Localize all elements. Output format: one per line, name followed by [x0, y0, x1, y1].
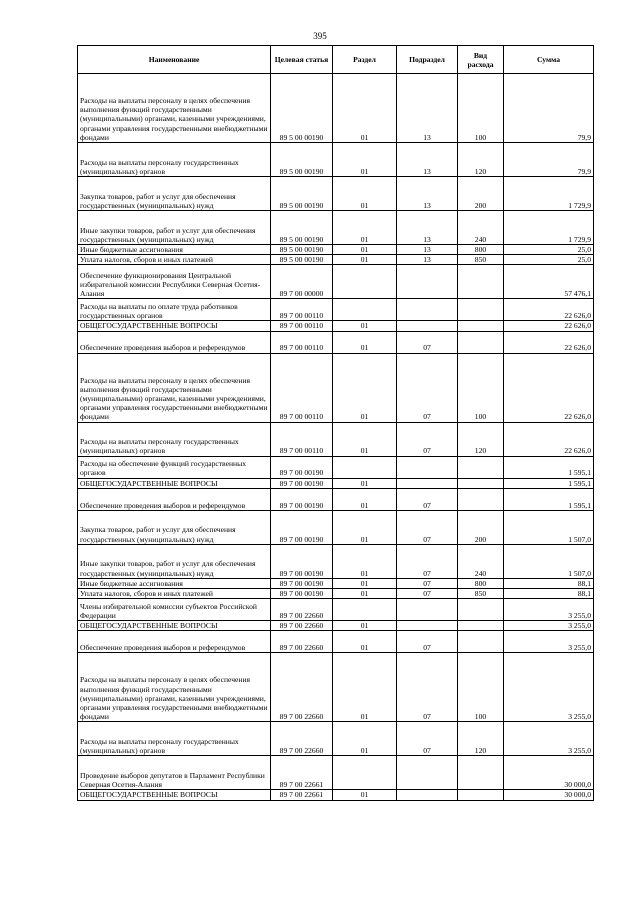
cell-code: 89 7 00 00190	[271, 456, 333, 478]
header-type: Вид расхода	[458, 46, 504, 74]
cell-type	[458, 456, 504, 478]
cell-subsection	[397, 599, 458, 621]
cell-subsection: 13	[397, 255, 458, 265]
table-row	[78, 599, 594, 621]
cell-type	[458, 756, 504, 790]
cell-name: Расходы на выплаты персоналу государственных (муниципальных) органов	[78, 143, 271, 177]
cell-name: Расходы на обеспечение функций государственных органов	[78, 456, 271, 478]
cell-type: 100	[458, 353, 504, 422]
cell-type: 100	[458, 653, 504, 722]
cell-subsection	[397, 299, 458, 321]
page-number: 395	[313, 31, 327, 41]
cell-subsection: 07	[397, 422, 458, 456]
cell-name: Расходы на выплаты по оплате труда работников государственных органов	[78, 299, 271, 321]
cell-name: Проведение выборов депутатов в Парламент Республики Северная Осетия-Алания	[78, 756, 271, 790]
cell-section: 01	[333, 631, 397, 653]
cell-name: Иные бюджетные ассигнования	[78, 578, 271, 588]
cell-amount: 3 255,0	[504, 653, 594, 722]
table-row	[78, 245, 594, 255]
cell-section: 01	[333, 177, 397, 211]
cell-code: 89 7 00 00190	[271, 589, 333, 599]
cell-subsection	[397, 756, 458, 790]
cell-section	[333, 265, 397, 299]
cell-code: 89 7 00 22661	[271, 790, 333, 800]
cell-amount: 3 255,0	[504, 599, 594, 621]
cell-type: 800	[458, 578, 504, 588]
cell-type: 850	[458, 589, 504, 599]
table-row	[78, 265, 594, 299]
cell-section: 01	[333, 653, 397, 722]
cell-name: ОБЩЕГОСУДАРСТВЕННЫЕ ВОПРОСЫ	[78, 321, 271, 331]
cell-code: 89 7 00 00110	[271, 299, 333, 321]
cell-code: 89 7 00 00110	[271, 321, 333, 331]
cell-section: 01	[333, 74, 397, 143]
cell-section: 01	[333, 321, 397, 331]
cell-subsection: 13	[397, 177, 458, 211]
cell-amount: 1 507,0	[504, 544, 594, 578]
cell-section	[333, 599, 397, 621]
cell-subsection: 07	[397, 631, 458, 653]
cell-name: Закупка товаров, работ и услуг для обеспечения государственных (муниципальных) нужд	[78, 177, 271, 211]
cell-amount: 1 595,1	[504, 488, 594, 510]
cell-amount: 1 507,0	[504, 510, 594, 544]
table-row	[78, 255, 594, 265]
table-row	[78, 510, 594, 544]
cell-code: 89 7 00 00000	[271, 265, 333, 299]
cell-type: 120	[458, 143, 504, 177]
table-row	[78, 589, 594, 599]
cell-name: Обеспечение проведения выборов и референдумов	[78, 488, 271, 510]
cell-code: 89 7 00 22660	[271, 722, 333, 756]
cell-name: Обеспечение функционирования Центральной избирательной комиссии Республики Северная Осетия-Алания	[78, 265, 271, 299]
cell-code: 89 7 00 22660	[271, 599, 333, 621]
cell-code: 89 7 00 00110	[271, 422, 333, 456]
cell-subsection	[397, 621, 458, 631]
cell-type	[458, 631, 504, 653]
cell-code: 89 5 00 00190	[271, 143, 333, 177]
cell-amount: 22 626,0	[504, 299, 594, 321]
header-code: Целевая статья	[271, 46, 333, 74]
cell-subsection: 07	[397, 722, 458, 756]
cell-amount: 22 626,0	[504, 422, 594, 456]
cell-code: 89 5 00 00190	[271, 177, 333, 211]
cell-name: ОБЩЕГОСУДАРСТВЕННЫЕ ВОПРОСЫ	[78, 478, 271, 488]
cell-code: 89 7 00 00190	[271, 578, 333, 588]
cell-section: 01	[333, 211, 397, 245]
cell-name: Расходы на выплаты персоналу в целях обеспечения выполнения функций государственными (муниципальными) органами, казенными учреждениями, органами управления государственными внебюджетными фондами	[78, 653, 271, 722]
cell-subsection: 07	[397, 353, 458, 422]
cell-name: Расходы на выплаты персоналу государственных (муниципальных) органов	[78, 722, 271, 756]
cell-name: ОБЩЕГОСУДАРСТВЕННЫЕ ВОПРОСЫ	[78, 621, 271, 631]
cell-subsection: 13	[397, 211, 458, 245]
cell-name: Закупка товаров, работ и услуг для обеспечения государственных (муниципальных) нужд	[78, 510, 271, 544]
cell-subsection: 07	[397, 510, 458, 544]
cell-type: 240	[458, 544, 504, 578]
cell-subsection: 07	[397, 544, 458, 578]
cell-type	[458, 331, 504, 353]
table-row	[78, 478, 594, 488]
table-row	[78, 544, 594, 578]
cell-amount: 25,0	[504, 255, 594, 265]
cell-type: 800	[458, 245, 504, 255]
cell-amount: 3 255,0	[504, 621, 594, 631]
cell-code: 89 5 00 00190	[271, 211, 333, 245]
cell-type	[458, 621, 504, 631]
cell-subsection: 07	[397, 331, 458, 353]
cell-subsection: 13	[397, 143, 458, 177]
cell-amount: 88,1	[504, 578, 594, 588]
cell-subsection	[397, 478, 458, 488]
cell-amount: 22 626,0	[504, 353, 594, 422]
cell-section	[333, 456, 397, 478]
cell-section: 01	[333, 790, 397, 800]
cell-section: 01	[333, 488, 397, 510]
cell-subsection: 07	[397, 578, 458, 588]
cell-name: Иные закупки товаров, работ и услуг для обеспечения государственных (муниципальных) нужд	[78, 211, 271, 245]
table-row	[78, 74, 594, 143]
table-row	[78, 790, 594, 800]
cell-name: Обеспечение проведения выборов и референдумов	[78, 631, 271, 653]
cell-name: Иные закупки товаров, работ и услуг для обеспечения государственных (муниципальных) нужд	[78, 544, 271, 578]
cell-amount: 30 000,0	[504, 756, 594, 790]
cell-code: 89 5 00 00190	[271, 74, 333, 143]
cell-code: 89 5 00 00190	[271, 255, 333, 265]
cell-subsection	[397, 321, 458, 331]
cell-type	[458, 321, 504, 331]
cell-name: Уплата налогов, сборов и иных платежей	[78, 589, 271, 599]
cell-type	[458, 299, 504, 321]
cell-code: 89 7 00 00190	[271, 488, 333, 510]
table-row	[78, 578, 594, 588]
cell-amount: 57 476,1	[504, 265, 594, 299]
cell-type	[458, 599, 504, 621]
cell-amount: 79,9	[504, 74, 594, 143]
cell-subsection	[397, 790, 458, 800]
table-row	[78, 488, 594, 510]
cell-section: 01	[333, 510, 397, 544]
cell-name: Расходы на выплаты персоналу в целях обеспечения выполнения функций государственными (муниципальными) органами, казенными учреждениями, органами управления государственными внебюджетными фондами	[78, 353, 271, 422]
table-row	[78, 631, 594, 653]
cell-type: 850	[458, 255, 504, 265]
cell-subsection	[397, 265, 458, 299]
cell-amount: 22 626,0	[504, 331, 594, 353]
cell-name: Иные бюджетные ассигнования	[78, 245, 271, 255]
cell-type: 100	[458, 74, 504, 143]
cell-section: 01	[333, 331, 397, 353]
cell-amount: 79,9	[504, 143, 594, 177]
table-row	[78, 331, 594, 353]
cell-code: 89 7 00 00190	[271, 544, 333, 578]
cell-code: 89 7 00 22660	[271, 621, 333, 631]
table-row	[78, 756, 594, 790]
header-subsection: Подраздел	[397, 46, 458, 74]
cell-amount: 1 729,9	[504, 211, 594, 245]
cell-section: 01	[333, 544, 397, 578]
cell-amount: 88,1	[504, 589, 594, 599]
cell-name: Уплата налогов, сборов и иных платежей	[78, 255, 271, 265]
cell-section: 01	[333, 621, 397, 631]
table-row	[78, 722, 594, 756]
table-row	[78, 299, 594, 321]
header-amount: Сумма	[504, 46, 594, 74]
cell-type	[458, 488, 504, 510]
cell-subsection: 07	[397, 589, 458, 599]
header-name: Наименование	[78, 46, 271, 74]
cell-name: Обеспечение проведения выборов и референдумов	[78, 331, 271, 353]
cell-subsection: 13	[397, 74, 458, 143]
cell-amount: 1 729,9	[504, 177, 594, 211]
cell-amount: 22 626,0	[504, 321, 594, 331]
cell-section: 01	[333, 589, 397, 599]
cell-type: 200	[458, 510, 504, 544]
cell-section	[333, 299, 397, 321]
cell-section: 01	[333, 255, 397, 265]
cell-amount: 25,0	[504, 245, 594, 255]
cell-code: 89 5 00 00190	[271, 245, 333, 255]
cell-amount: 3 255,0	[504, 722, 594, 756]
table-row	[78, 422, 594, 456]
cell-section: 01	[333, 353, 397, 422]
cell-amount: 1 595,1	[504, 478, 594, 488]
cell-code: 89 7 00 00110	[271, 353, 333, 422]
cell-amount: 3 255,0	[504, 631, 594, 653]
cell-name: Расходы на выплаты персоналу в целях обеспечения выполнения функций государственными (муниципальными) органами, казенными учреждениями, органами управления государственными внебюджетными фондами	[78, 74, 271, 143]
cell-section: 01	[333, 578, 397, 588]
cell-subsection: 07	[397, 653, 458, 722]
table-row	[78, 321, 594, 331]
cell-type: 120	[458, 422, 504, 456]
cell-subsection	[397, 456, 458, 478]
cell-code: 89 7 00 22661	[271, 756, 333, 790]
cell-code: 89 7 00 00190	[271, 478, 333, 488]
cell-subsection: 13	[397, 245, 458, 255]
cell-type	[458, 265, 504, 299]
table-row	[78, 353, 594, 422]
cell-subsection: 07	[397, 488, 458, 510]
cell-name: Члены избирательной комиссии субъектов Российской Федерации	[78, 599, 271, 621]
cell-section: 01	[333, 422, 397, 456]
cell-code: 89 7 00 00110	[271, 331, 333, 353]
cell-type	[458, 478, 504, 488]
cell-section: 01	[333, 478, 397, 488]
cell-section: 01	[333, 245, 397, 255]
header-row	[78, 46, 594, 74]
cell-type: 200	[458, 177, 504, 211]
cell-name: Расходы на выплаты персоналу государственных (муниципальных) органов	[78, 422, 271, 456]
table-row	[78, 211, 594, 245]
cell-code: 89 7 00 22660	[271, 631, 333, 653]
cell-amount: 1 595,1	[504, 456, 594, 478]
table-row	[78, 143, 594, 177]
header-section: Раздел	[333, 46, 397, 74]
cell-code: 89 7 00 22660	[271, 653, 333, 722]
budget-table	[77, 45, 594, 801]
cell-type	[458, 790, 504, 800]
table-row	[78, 621, 594, 631]
cell-code: 89 7 00 00190	[271, 510, 333, 544]
cell-section: 01	[333, 143, 397, 177]
cell-section: 01	[333, 722, 397, 756]
cell-type: 120	[458, 722, 504, 756]
table-row	[78, 653, 594, 722]
cell-name: ОБЩЕГОСУДАРСТВЕННЫЕ ВОПРОСЫ	[78, 790, 271, 800]
cell-amount: 30 000,0	[504, 790, 594, 800]
cell-section	[333, 756, 397, 790]
table-row	[78, 177, 594, 211]
table-row	[78, 456, 594, 478]
cell-type: 240	[458, 211, 504, 245]
